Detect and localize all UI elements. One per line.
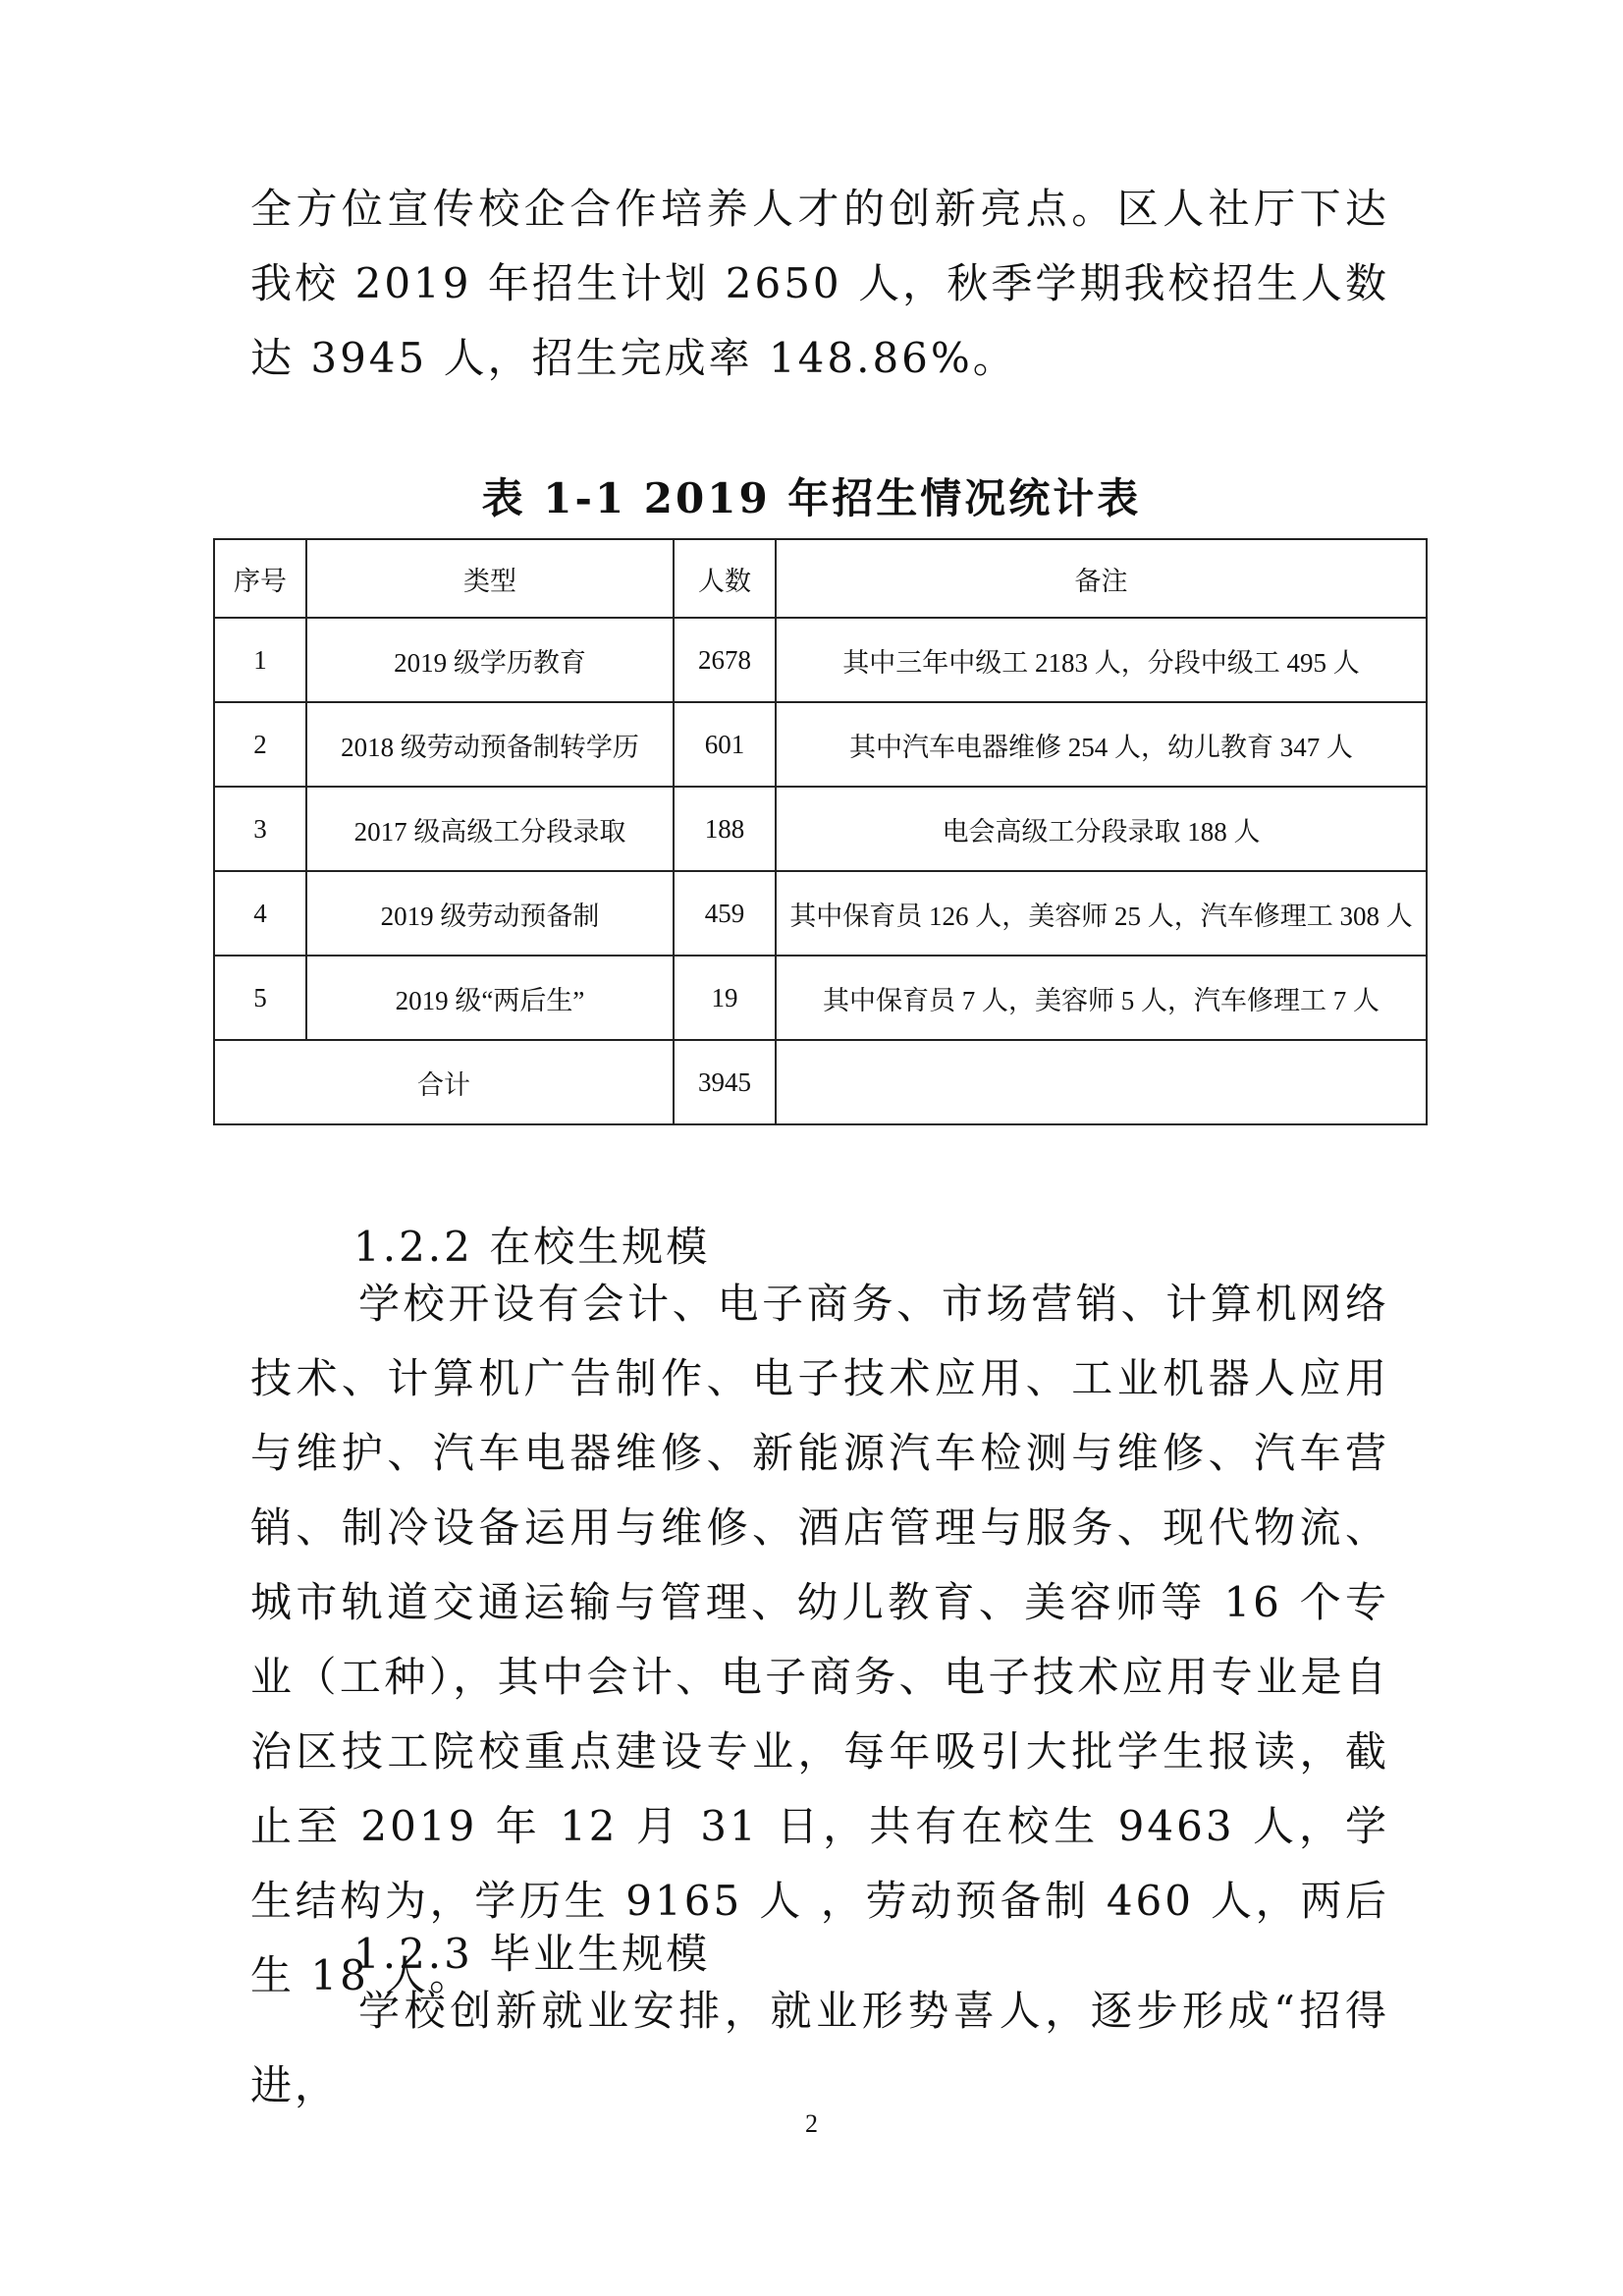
cell-type: 2019 级学历教育 xyxy=(306,618,674,702)
header-note: 备注 xyxy=(776,539,1427,618)
total-note xyxy=(776,1040,1427,1124)
cell-count: 2678 xyxy=(674,618,776,702)
cell-type: 2019 级劳动预备制 xyxy=(306,871,674,956)
table-row xyxy=(214,871,1427,956)
page-number: 2 xyxy=(805,2109,818,2138)
cell-note: 其中汽车电器维修 254 人，幼儿教育 347 人 xyxy=(776,702,1427,787)
cell-note: 电会高级工分段录取 188 人 xyxy=(776,787,1427,871)
enrollment-table xyxy=(213,538,1428,1125)
cell-seq: 4 xyxy=(214,871,306,956)
header-seq: 序号 xyxy=(214,539,306,618)
cell-note: 其中三年中级工 2183 人，分段中级工 495 人 xyxy=(776,618,1427,702)
table-header-row xyxy=(214,539,1427,618)
cell-count: 601 xyxy=(674,702,776,787)
cell-count: 19 xyxy=(674,956,776,1040)
cell-count: 459 xyxy=(674,871,776,956)
cell-seq: 2 xyxy=(214,702,306,787)
table-caption: 表 1-1 2019 年招生情况统计表 xyxy=(481,474,1142,522)
header-count: 人数 xyxy=(674,539,776,618)
cell-seq: 1 xyxy=(214,618,306,702)
cell-type: 2019 级“两后生” xyxy=(306,956,674,1040)
section-123-paragraph: 学校创新就业安排，就业形势喜人，逐步形成“招得进， xyxy=(250,1987,1389,2109)
section-122-paragraph: 学校开设有会计、电子商务、市场营销、计算机网络技术、计算机广告制作、电子技术应用、工业机器人应用与维护、汽车电器维修、新能源汽车检测与维修、汽车营销、制冷设备运用与维修、酒店管理与服务、现代物流、城市轨道交通运输与管理、幼儿教育、美容师等 16 个专业（工种），其中会计、电子商务、电子技术应用专业是自治区技工院校重点建设专业，每年吸引大批学生报读，截止至 2019 年 12 月 31 日，共有在校生 9463 人，学生结构为，学历生 9165 人 ，劳动预备制 460 人，两后生 18 人。 xyxy=(250,1280,1389,1999)
cell-note: 其中保育员 126 人，美容师 25 人，汽车修理工 308 人 xyxy=(776,871,1427,956)
cell-type: 2017 级高级工分段录取 xyxy=(306,787,674,871)
cell-seq: 3 xyxy=(214,787,306,871)
table-row xyxy=(214,787,1427,871)
total-label: 合计 xyxy=(214,1040,674,1124)
total-count: 3945 xyxy=(674,1040,776,1124)
table-row xyxy=(214,702,1427,787)
cell-count: 188 xyxy=(674,787,776,871)
section-heading-122: 1.2.2 在校生规模 xyxy=(353,1223,711,1271)
cell-note: 其中保育员 7 人，美容师 5 人，汽车修理工 7 人 xyxy=(776,956,1427,1040)
table-row xyxy=(214,618,1427,702)
table-total-row xyxy=(214,1040,1427,1124)
intro-paragraph: 全方位宣传校企合作培养人才的创新亮点。区人社厅下达我校 2019 年招生计划 2650 人，秋季学期我校招生人数达 3945 人，招生完成率 148.86%。 xyxy=(250,185,1389,382)
cell-seq: 5 xyxy=(214,956,306,1040)
table-row xyxy=(214,956,1427,1040)
section-heading-123: 1.2.3 毕业生规模 xyxy=(353,1930,711,1978)
header-type: 类型 xyxy=(306,539,674,618)
cell-type: 2018 级劳动预备制转学历 xyxy=(306,702,674,787)
